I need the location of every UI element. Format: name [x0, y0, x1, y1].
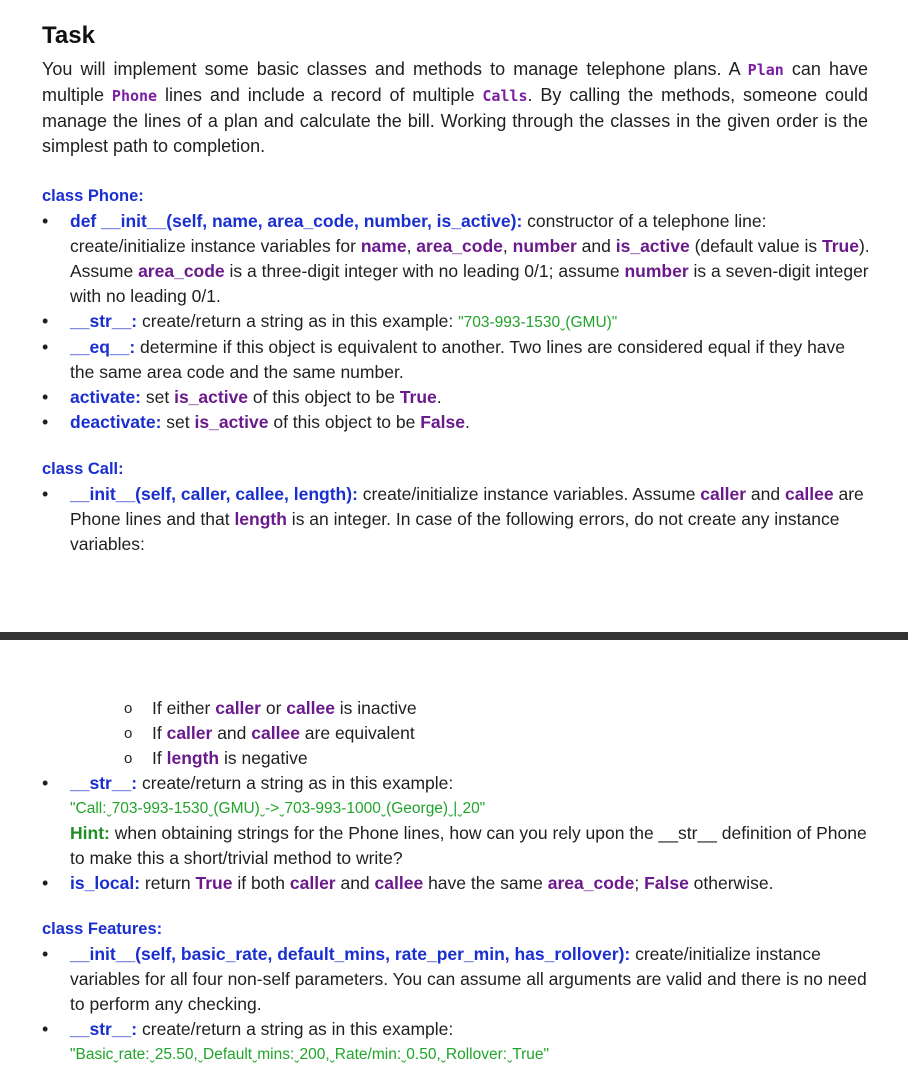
- list-item: • __str__: create/return a string as in this example: "703-993-1530ˬ(GMU)": [42, 311, 618, 331]
- page-separator: [0, 632, 908, 640]
- features-methods-list: [42, 942, 872, 1067]
- list-item: • is_local: return True if both caller and callee have the same area_code; False otherwise.: [42, 873, 774, 893]
- call-class-header: class Call:: [42, 460, 124, 478]
- document-page-2: [0, 640, 908, 1071]
- list-item: o If caller and callee are equivalent: [124, 723, 415, 743]
- list-item: • def __init__(self, name, area_code, number, is_active): constructor of a telephone line: create/initialize instance variables for name, area_code, number and is_active (default value is True). Assume area_code is a three-digit integer with no leading 0/1; assume number is a seven-digit integer with no leading 0/1.: [42, 211, 870, 306]
- list-item: • __str__: create/return a string as in this example: "Call:ˬ703-993-1530ˬ(GMU)ˬ->ˬ703-993-1000ˬ(George)ˬ|ˬ20" Hint: when obtaining strings for the Phone lines, how can you rely upon the __str__ definition of Phone to make this a short/trivial method to write?: [42, 771, 872, 871]
- list-item: • deactivate: set is_active of this object to be False.: [42, 412, 470, 432]
- list-item: • __eq__: determine if this object is equivalent to another. Two lines are considered equal if they have the same area code and the same number.: [42, 337, 846, 382]
- list-item: • __init__(self, caller, callee, length): create/initialize instance variables. Assume caller and callee are Phone lines and that length is an integer. In case of the following errors, do not create any instance variables:: [42, 484, 864, 554]
- call-methods-list-continued: [42, 771, 872, 896]
- call-hint: Hint: when obtaining strings for the Phone lines, how can you rely upon the __str__ definition of Phone to make this a short/trivial method to write?: [70, 823, 867, 868]
- list-item: o If length is negative: [124, 748, 308, 768]
- task-intro: You will implement some basic classes and methods to manage telephone plans. A Plan can have multiple Phone lines and include a record of multiple Calls. By calling the methods, someone could manage the lines of a plan and calculate the bill. Working through the classes in the given order is the simplest path to completion.: [42, 59, 869, 156]
- list-item: o If either caller or callee is inactive: [124, 698, 417, 718]
- list-item: • __init__(self, basic_rate, default_mins, rate_per_min, has_rollover): create/initialize instance variables for all four non-self parameters. You can assume all arguments are valid and there is no need to perform any checking.: [42, 944, 867, 1014]
- call-str-example: "Call:ˬ703-993-1530ˬ(GMU)ˬ->ˬ703-993-1000ˬ(George)ˬ|ˬ20": [70, 800, 486, 817]
- list-item: • activate: set is_active of this object to be True.: [42, 387, 442, 407]
- phone-methods-list: [42, 209, 872, 435]
- features-str-example: "Basicˬrate:ˬ25.50,ˬDefaultˬmins:ˬ200,ˬRate/min:ˬ0.50,ˬRollover:ˬTrue": [70, 1046, 550, 1063]
- list-item: • __str__: create/return a string as in this example: "Basicˬrate:ˬ25.50,ˬDefaultˬmins:ˬ200,ˬRate/min:ˬ0.50,ˬRollover:ˬTrue": [42, 1017, 872, 1067]
- call-methods-list: [42, 482, 872, 557]
- call-error-list: [124, 696, 724, 771]
- features-class-header: class Features:: [42, 920, 163, 938]
- task-title: Task: [42, 22, 95, 49]
- phone-class-header: class Phone:: [42, 187, 144, 205]
